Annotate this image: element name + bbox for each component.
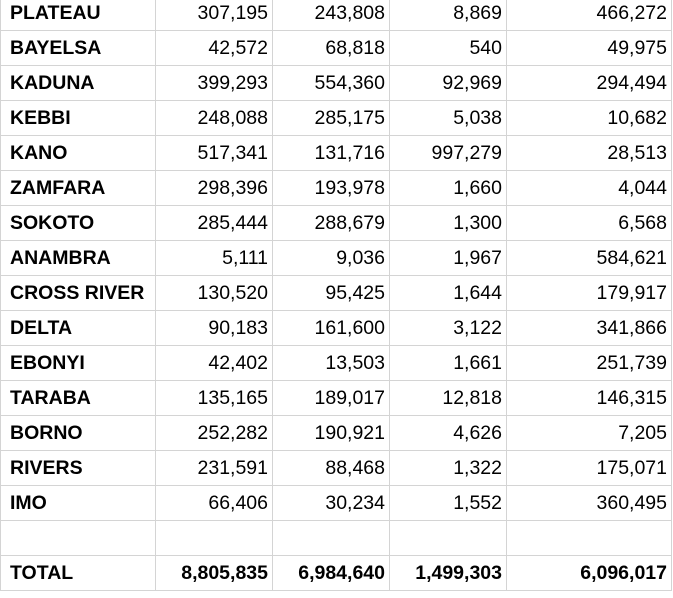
value-cell[interactable]: 248,088 [156, 101, 273, 136]
value-cell[interactable]: 131,716 [273, 136, 390, 171]
value-cell[interactable]: 95,425 [273, 276, 390, 311]
total-value-cell[interactable]: 8,805,835 [156, 556, 273, 591]
table-row [1, 486, 672, 521]
table-body [1, 0, 672, 591]
value-cell[interactable]: 1,644 [390, 276, 507, 311]
value-cell[interactable]: 1,661 [390, 346, 507, 381]
value-cell[interactable]: 88,468 [273, 451, 390, 486]
table-row [1, 451, 672, 486]
state-cell[interactable]: ANAMBRA [1, 241, 156, 276]
table-row [1, 66, 672, 101]
empty-cell[interactable] [1, 521, 156, 556]
value-cell[interactable]: 135,165 [156, 381, 273, 416]
value-cell[interactable]: 42,572 [156, 31, 273, 66]
state-cell[interactable]: KADUNA [1, 66, 156, 101]
value-cell[interactable]: 6,568 [507, 206, 672, 241]
value-cell[interactable]: 307,195 [156, 0, 273, 31]
table-row [1, 311, 672, 346]
total-value-cell[interactable]: 1,499,303 [390, 556, 507, 591]
value-cell[interactable]: 517,341 [156, 136, 273, 171]
value-cell[interactable]: 68,818 [273, 31, 390, 66]
value-cell[interactable]: 66,406 [156, 486, 273, 521]
state-cell[interactable]: TARABA [1, 381, 156, 416]
state-cell[interactable]: CROSS RIVER [1, 276, 156, 311]
table-row [1, 136, 672, 171]
value-cell[interactable]: 161,600 [273, 311, 390, 346]
state-cell[interactable]: SOKOTO [1, 206, 156, 241]
state-cell[interactable]: EBONYI [1, 346, 156, 381]
value-cell[interactable]: 130,520 [156, 276, 273, 311]
value-cell[interactable]: 30,234 [273, 486, 390, 521]
value-cell[interactable]: 3,122 [390, 311, 507, 346]
total-row [1, 556, 672, 591]
value-cell[interactable]: 13,503 [273, 346, 390, 381]
value-cell[interactable]: 190,921 [273, 416, 390, 451]
value-cell[interactable]: 399,293 [156, 66, 273, 101]
value-cell[interactable]: 90,183 [156, 311, 273, 346]
state-cell[interactable]: BAYELSA [1, 31, 156, 66]
value-cell[interactable]: 285,175 [273, 101, 390, 136]
value-cell[interactable]: 1,660 [390, 171, 507, 206]
value-cell[interactable]: 341,866 [507, 311, 672, 346]
state-cell[interactable]: DELTA [1, 311, 156, 346]
table-row [1, 276, 672, 311]
value-cell[interactable]: 243,808 [273, 0, 390, 31]
value-cell[interactable]: 5,038 [390, 101, 507, 136]
value-cell[interactable]: 8,869 [390, 0, 507, 31]
table-row [1, 206, 672, 241]
value-cell[interactable]: 252,282 [156, 416, 273, 451]
table-row [1, 31, 672, 66]
value-cell[interactable]: 288,679 [273, 206, 390, 241]
value-cell[interactable]: 28,513 [507, 136, 672, 171]
value-cell[interactable]: 554,360 [273, 66, 390, 101]
value-cell[interactable]: 294,494 [507, 66, 672, 101]
value-cell[interactable]: 92,969 [390, 66, 507, 101]
empty-row [1, 521, 672, 556]
table-row [1, 416, 672, 451]
value-cell[interactable]: 189,017 [273, 381, 390, 416]
value-cell[interactable]: 997,279 [390, 136, 507, 171]
table-row [1, 171, 672, 206]
value-cell[interactable]: 298,396 [156, 171, 273, 206]
value-cell[interactable]: 49,975 [507, 31, 672, 66]
total-label-cell[interactable]: TOTAL [1, 556, 156, 591]
value-cell[interactable]: 1,300 [390, 206, 507, 241]
value-cell[interactable]: 285,444 [156, 206, 273, 241]
value-cell[interactable]: 9,036 [273, 241, 390, 276]
value-cell[interactable]: 231,591 [156, 451, 273, 486]
value-cell[interactable]: 10,682 [507, 101, 672, 136]
value-cell[interactable]: 4,044 [507, 171, 672, 206]
value-cell[interactable]: 251,739 [507, 346, 672, 381]
value-cell[interactable]: 12,818 [390, 381, 507, 416]
value-cell[interactable]: 584,621 [507, 241, 672, 276]
empty-cell[interactable] [273, 521, 390, 556]
state-cell[interactable]: PLATEAU [1, 0, 156, 31]
value-cell[interactable]: 360,495 [507, 486, 672, 521]
value-cell[interactable]: 179,917 [507, 276, 672, 311]
table-row [1, 346, 672, 381]
value-cell[interactable]: 175,071 [507, 451, 672, 486]
value-cell[interactable]: 4,626 [390, 416, 507, 451]
total-value-cell[interactable]: 6,984,640 [273, 556, 390, 591]
value-cell[interactable]: 7,205 [507, 416, 672, 451]
empty-cell[interactable] [390, 521, 507, 556]
empty-cell[interactable] [507, 521, 672, 556]
value-cell[interactable]: 540 [390, 31, 507, 66]
value-cell[interactable]: 193,978 [273, 171, 390, 206]
table-row [1, 0, 672, 31]
table-row [1, 381, 672, 416]
value-cell[interactable]: 42,402 [156, 346, 273, 381]
value-cell[interactable]: 146,315 [507, 381, 672, 416]
value-cell[interactable]: 1,967 [390, 241, 507, 276]
value-cell[interactable]: 1,322 [390, 451, 507, 486]
state-cell[interactable]: RIVERS [1, 451, 156, 486]
state-cell[interactable]: KEBBI [1, 101, 156, 136]
empty-cell[interactable] [156, 521, 273, 556]
table-row [1, 241, 672, 276]
value-cell[interactable]: 5,111 [156, 241, 273, 276]
state-cell[interactable]: IMO [1, 486, 156, 521]
value-cell[interactable]: 1,552 [390, 486, 507, 521]
total-value-cell[interactable]: 6,096,017 [507, 556, 672, 591]
table-row [1, 101, 672, 136]
state-cell[interactable]: KANO [1, 136, 156, 171]
state-cell[interactable]: ZAMFARA [1, 171, 156, 206]
value-cell[interactable]: 466,272 [507, 0, 672, 31]
state-cell[interactable]: BORNO [1, 416, 156, 451]
